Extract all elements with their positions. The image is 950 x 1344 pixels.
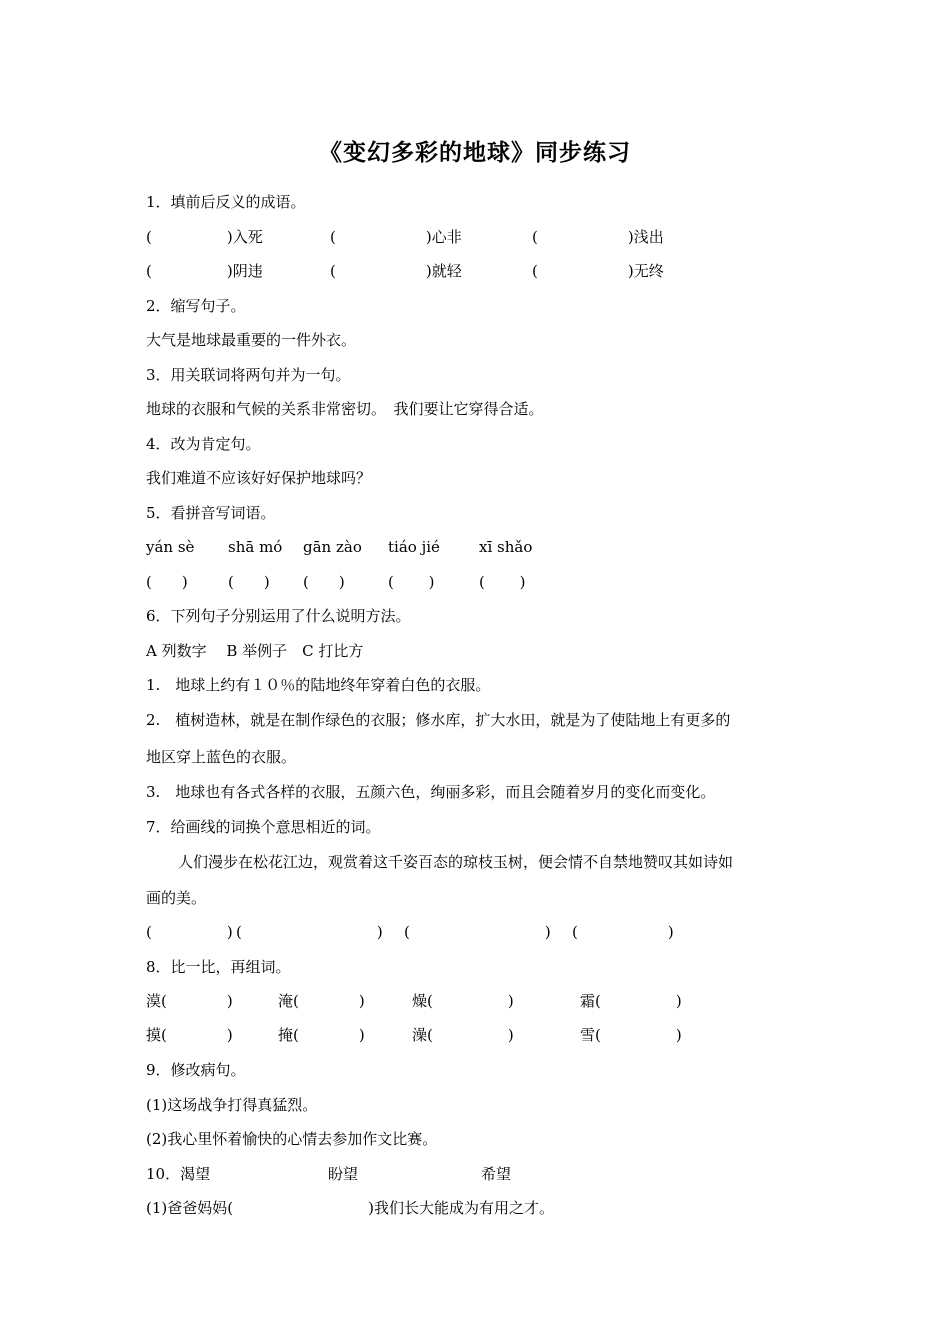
q8-word-5: 摸( )	[146, 1026, 233, 1044]
q7-blank-2: ( )	[236, 923, 383, 941]
question-8-prompt: 8．比一比，再组词。	[146, 958, 291, 976]
q5-blank-1: ( )	[146, 573, 188, 591]
question-6-options: A 列数字 B 举例子 C 打比方	[146, 642, 364, 660]
question-6-item-1: 1. 地球上约有１０％的陆地终年穿着白色的衣服。	[146, 676, 491, 694]
q10-word-3: 希望	[481, 1165, 512, 1183]
question-9-prompt: 9．修改病句。	[146, 1061, 246, 1079]
question-6-prompt: 6．下列句子分别运用了什么说明方法。	[146, 607, 411, 625]
question-6-item-3: 3. 地球也有各式各样的衣服，五颜六色，绚丽多彩，而且会随着岁月的变化而变化。	[146, 783, 716, 801]
q8-word-2: 淹( )	[278, 992, 365, 1010]
pinyin-5: xī shǎo	[479, 538, 533, 556]
question-6-item-2-continued: 地区穿上蓝色的衣服。	[146, 748, 297, 766]
pinyin-3: gān zào	[303, 538, 362, 556]
q8-word-4: 霜( )	[580, 992, 682, 1010]
question-10-prompt: 10．渴望	[146, 1165, 211, 1183]
question-7-prompt: 7．给画线的词换个意思相近的词。	[146, 818, 381, 836]
question-5-prompt: 5．看拼音写词语。	[146, 504, 276, 522]
question-7-passage: 人们漫步在松花江边，观赏着这千姿百态的琼枝玉树，便会情不自禁地赞叹其如诗如	[178, 853, 734, 871]
question-3-prompt: 3．用关联词将两句并为一句。	[146, 366, 351, 384]
q8-word-8: 雪( )	[580, 1026, 682, 1044]
question-4-prompt: 4．改为肯定句。	[146, 435, 261, 453]
question-3-text: 地球的衣服和气候的关系非常密切。 我们要让它穿得合适。	[146, 400, 544, 418]
page-title: 《变幻多彩的地球》同步练习	[319, 140, 631, 166]
q8-word-7: 澡( )	[412, 1026, 514, 1044]
q5-blank-3: ( )	[303, 573, 345, 591]
pinyin-1: yán sè	[146, 538, 195, 556]
question-1-prompt: 1．填前后反义的成语。	[146, 193, 306, 211]
q7-blank-1: ( )	[146, 923, 233, 941]
q1-blank-6: ( )无终	[532, 262, 664, 280]
q8-word-6: 掩( )	[278, 1026, 365, 1044]
pinyin-2: shā mó	[228, 538, 283, 556]
q1-blank-1: ( )入死	[146, 228, 263, 246]
pinyin-4: tiáo jié	[388, 538, 440, 556]
q1-blank-2: ( )心非	[330, 228, 462, 246]
question-6-item-2: 2. 植树造林，就是在制作绿色的衣服；修水库，扩大水田，就是为了使陆地上有更多的	[146, 711, 731, 729]
q8-word-3: 燥( )	[412, 992, 514, 1010]
q5-blank-2: ( )	[228, 573, 270, 591]
question-9-item-1: (1)这场战争打得真猛烈。	[146, 1096, 318, 1114]
question-2-text: 大气是地球最重要的一件外衣。	[146, 331, 357, 349]
q8-word-1: 漠( )	[146, 992, 233, 1010]
question-7-passage-continued: 画的美。	[146, 889, 207, 907]
question-10-item-1: (1)爸爸妈妈( )我们长大能成为有用之才。	[146, 1199, 554, 1217]
q10-word-2: 盼望	[328, 1165, 359, 1183]
q7-blank-3: ( )	[404, 923, 551, 941]
q7-blank-4: ( )	[572, 923, 674, 941]
q1-blank-4: ( )阴违	[146, 262, 263, 280]
q5-blank-4: ( )	[388, 573, 435, 591]
question-2-prompt: 2．缩写句子。	[146, 297, 246, 315]
q5-blank-5: ( )	[479, 573, 526, 591]
question-9-item-2: (2)我心里怀着愉快的心情去参加作文比赛。	[146, 1130, 438, 1148]
q1-blank-3: ( )浅出	[532, 228, 664, 246]
question-4-text: 我们难道不应该好好保护地球吗？	[146, 469, 372, 487]
q1-blank-5: ( )就轻	[330, 262, 462, 280]
